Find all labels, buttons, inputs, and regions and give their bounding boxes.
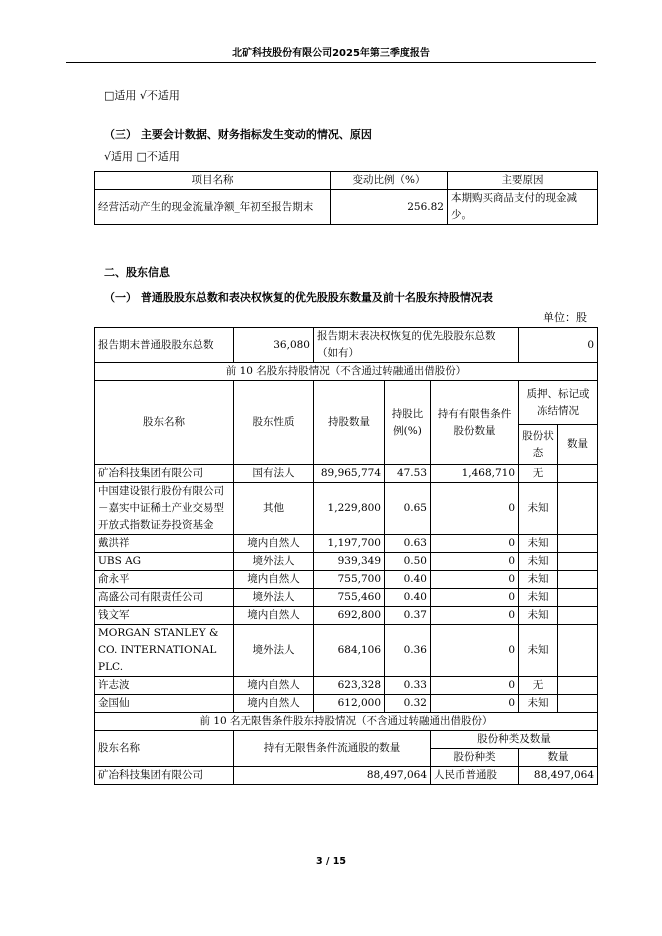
section2-heading: 二、股东信息 (104, 266, 170, 279)
pledge-status: 未知 (519, 607, 558, 625)
pledge-qty (558, 571, 598, 589)
shareholder-name: 高盛公司有限责任公司 (95, 589, 234, 607)
shareholding-ratio: 47.53 (385, 465, 431, 483)
total-shareholders-label: 报告期末普通股股东总数 (95, 328, 234, 363)
shareholding-ratio: 0.40 (385, 571, 431, 589)
unrestricted-header-count: 持有无限售条件流通股的数量 (234, 731, 431, 767)
table-header-row (95, 381, 598, 425)
shareholder-name: 金国仙 (95, 695, 234, 713)
restricted-shares: 0 (431, 571, 519, 589)
shares-held: 612,000 (314, 695, 385, 713)
pledge-status: 未知 (519, 571, 558, 589)
shareholder-name: 许志波 (95, 677, 234, 695)
unrestricted-header-row (95, 731, 598, 749)
section3-heading: （三） 主要会计数据、财务指标发生变动的情况、原因 (104, 128, 372, 141)
shareholding-ratio: 0.65 (385, 483, 431, 535)
table-row (95, 607, 598, 625)
unrestricted-header-type-qty: 股份种类及数量 (431, 731, 598, 749)
unrestricted-header-qty: 数量 (519, 749, 598, 767)
pledge-status: 未知 (519, 695, 558, 713)
shareholding-ratio: 0.36 (385, 625, 431, 677)
unrestricted-header-type: 股份种类 (431, 749, 519, 767)
shareholding-ratio: 0.33 (385, 677, 431, 695)
shareholder-nature: 境外法人 (234, 589, 314, 607)
shares-held: 623,328 (314, 677, 385, 695)
restricted-shares: 0 (431, 589, 519, 607)
pledge-status: 无 (519, 465, 558, 483)
pledge-status: 未知 (519, 483, 558, 535)
shareholder-name: 矿冶科技集团有限公司 (95, 465, 234, 483)
shareholder-name: UBS AG (95, 553, 234, 571)
shareholding-ratio: 0.37 (385, 607, 431, 625)
shares-held: 684,106 (314, 625, 385, 677)
shares-held: 692,800 (314, 607, 385, 625)
unrestricted-share-qty: 88,497,064 (519, 767, 598, 785)
header-change-ratio: 变动比例（%） (331, 172, 448, 190)
restricted-shares: 0 (431, 483, 519, 535)
header-restricted-shares: 持有有限售条件股份数量 (431, 381, 519, 465)
page-number: 3 / 15 (316, 856, 346, 867)
shareholder-name: 戴洪祥 (95, 535, 234, 553)
pledge-qty (558, 553, 598, 571)
table-row (95, 589, 598, 607)
shareholder-nature: 境内自然人 (234, 607, 314, 625)
unrestricted-share-type: 人民币普通股 (431, 767, 519, 785)
preferred-shareholders-label: 报告期末表决权恢复的优先股股东总数（如有） (314, 328, 519, 363)
shareholding-ratio: 0.63 (385, 535, 431, 553)
unrestricted-shareholder-name: 矿冶科技集团有限公司 (95, 767, 234, 785)
shareholder-nature: 境内自然人 (234, 535, 314, 553)
header-pledge-status: 股份状态 (519, 425, 558, 465)
preferred-shareholders-value: 0 (519, 328, 598, 363)
shares-held: 939,349 (314, 553, 385, 571)
header-ratio: 持股比例(%) (385, 381, 431, 465)
restricted-shares: 1,468,710 (431, 465, 519, 483)
unrestricted-title: 前 10 名无限售条件股东持股情况（不含通过转融通出借股份） (95, 713, 598, 731)
pledge-status: 未知 (519, 625, 558, 677)
table-row (95, 571, 598, 589)
pledge-status: 未知 (519, 535, 558, 553)
restricted-shares: 0 (431, 607, 519, 625)
shareholder-nature: 境内自然人 (234, 571, 314, 589)
shareholding-ratio: 0.50 (385, 553, 431, 571)
restricted-shares: 0 (431, 677, 519, 695)
top10-title-row (95, 363, 598, 381)
page-header: 北矿科技股份有限公司2025年第三季度报告 (66, 44, 596, 63)
change-ratio: 256.82 (331, 190, 448, 225)
pledge-qty (558, 483, 598, 535)
shareholder-name: 俞永平 (95, 571, 234, 589)
item-name: 经营活动产生的现金流量净额_年初至报告期末 (95, 190, 331, 225)
header-item-name: 项目名称 (95, 172, 331, 190)
shareholder-nature: 境内自然人 (234, 677, 314, 695)
header-shareholder-nature: 股东性质 (234, 381, 314, 465)
table-row (95, 190, 598, 225)
header-shareholder-name: 股东名称 (95, 381, 234, 465)
shareholder-nature: 境外法人 (234, 553, 314, 571)
total-shareholders-value: 36,080 (234, 328, 314, 363)
shares-held: 1,229,800 (314, 483, 385, 535)
table-row (95, 553, 598, 571)
pledge-qty (558, 677, 598, 695)
header-shares: 持股数量 (314, 381, 385, 465)
shares-held: 1,197,700 (314, 535, 385, 553)
unrestricted-title-row (95, 713, 598, 731)
change-table (94, 171, 598, 225)
pledge-qty (558, 535, 598, 553)
pledge-qty (558, 625, 598, 677)
shareholder-name: 中国建设银行股份有限公司－嘉实中证稀土产业交易型开放式指数证券投资基金 (95, 483, 234, 535)
header-pledge: 质押、标记或冻结情况 (519, 381, 598, 425)
pledge-status: 未知 (519, 589, 558, 607)
shareholder-nature: 境外法人 (234, 625, 314, 677)
unrestricted-count: 88,497,064 (234, 767, 431, 785)
pledge-qty (558, 695, 598, 713)
restricted-shares: 0 (431, 695, 519, 713)
header-reason: 主要原因 (448, 172, 598, 190)
shareholder-nature: 境内自然人 (234, 695, 314, 713)
shareholder-table (94, 327, 598, 785)
change-reason: 本期购买商品支付的现金减少。 (448, 190, 598, 225)
table-row (95, 625, 598, 677)
table-header-row (95, 172, 598, 190)
shares-held: 89,965,774 (314, 465, 385, 483)
table-row (95, 695, 598, 713)
shareholder-name: MORGAN STANLEY & CO. INTERNATIONAL PLC. (95, 625, 234, 677)
table-row (95, 483, 598, 535)
table-row (95, 767, 598, 785)
pledge-status: 无 (519, 677, 558, 695)
table-row (95, 677, 598, 695)
pledge-qty (558, 589, 598, 607)
shares-held: 755,700 (314, 571, 385, 589)
section3-applicability: √适用 □不适用 (104, 150, 180, 163)
header-pledge-qty: 数量 (558, 425, 598, 465)
shareholding-ratio: 0.32 (385, 695, 431, 713)
shareholder-name: 钱文军 (95, 607, 234, 625)
section2-subheading: （一） 普通股股东总数和表决权恢复的优先股股东数量及前十名股东持股情况表 (104, 291, 493, 304)
restricted-shares: 0 (431, 535, 519, 553)
summary-row (95, 328, 598, 363)
unrestricted-header-name: 股东名称 (95, 731, 234, 767)
shareholder-nature: 其他 (234, 483, 314, 535)
shareholding-ratio: 0.40 (385, 589, 431, 607)
shareholder-nature: 国有法人 (234, 465, 314, 483)
restricted-shares: 0 (431, 553, 519, 571)
top10-title: 前 10 名股东持股情况（不含通过转融通出借股份） (95, 363, 598, 381)
shares-held: 755,460 (314, 589, 385, 607)
pledge-qty (558, 465, 598, 483)
unit-label: 单位：股 (543, 311, 587, 324)
table-row (95, 465, 598, 483)
restricted-shares: 0 (431, 625, 519, 677)
applicability-not-applicable: □适用 √不适用 (104, 89, 180, 102)
pledge-qty (558, 607, 598, 625)
pledge-status: 未知 (519, 553, 558, 571)
table-row (95, 535, 598, 553)
